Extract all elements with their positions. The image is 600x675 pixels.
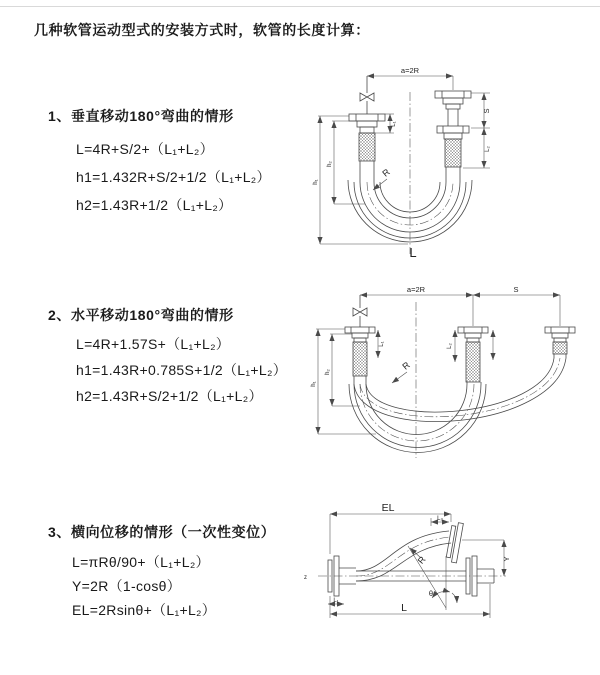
section-2-formula-L: L=4R+1.57S+（L₁+L₂） xyxy=(76,336,231,352)
page-title: 几种软管运动型式的安装方式时，软管的长度计算： xyxy=(34,22,370,38)
dim-label-l2: L₂ xyxy=(485,146,491,152)
dimensions-3 xyxy=(328,502,511,618)
valve-icon xyxy=(360,76,374,114)
flange-left xyxy=(349,114,385,133)
radius-label: R xyxy=(415,554,428,566)
diagram-lateral-displacement xyxy=(300,496,600,670)
valve-icon xyxy=(353,295,367,327)
dim-label-s: S xyxy=(513,285,519,294)
hose-assembly-2 xyxy=(345,295,575,458)
section-3-formula-L: L=πRθ/90+（L₁+L₂） xyxy=(72,554,210,570)
datum-mark: z xyxy=(304,575,307,581)
dimensions-2 xyxy=(311,285,560,434)
section-2-formula-h1: h1=1.43R+0.785S+1/2（L₁+L₂） xyxy=(76,362,287,378)
braided-section-middle xyxy=(466,342,480,382)
dim-label-h2: h₂ xyxy=(327,161,333,167)
section-2-heading: 2、水平移动180°弯曲的情形 xyxy=(48,307,234,323)
section-1-formula-h2: h2=1.43R+1/2（L₁+L₂） xyxy=(76,197,233,213)
section-3-formula-Y: Y=2R（1-cosθ） xyxy=(72,578,182,594)
angle-label: θ xyxy=(428,589,433,598)
diagram-vertical-180-bend xyxy=(310,64,590,260)
dim-label-l2: L₂ xyxy=(437,516,443,522)
dim-label-l2: L₂ xyxy=(447,343,453,349)
diagram-horizontal-180-bend xyxy=(308,282,600,466)
dim-label-h1: h₁ xyxy=(311,381,317,387)
dim-label-h1: h₁ xyxy=(313,179,319,185)
dim-label-a2r: a=2R xyxy=(400,66,420,75)
dim-label-a2r: a=2R xyxy=(406,285,426,294)
dim-label-s: S xyxy=(482,108,491,114)
dim-label-l1: L₁ xyxy=(391,121,397,127)
u-bend-arcs-shifted xyxy=(354,358,566,422)
braided-section-right xyxy=(553,342,567,354)
flange-right xyxy=(545,327,575,342)
section-1-formula-L: L=4R+S/2+（L₁+L₂） xyxy=(76,141,214,157)
length-label: L xyxy=(401,602,407,614)
section-3-formula-EL: EL=2Rsinθ+（L₁+L₂） xyxy=(72,602,217,618)
hose-assembly-3 xyxy=(304,522,506,596)
dim-label-h2: h₂ xyxy=(325,369,331,375)
section-1-heading: 1、垂直移动180°弯曲的情形 xyxy=(48,108,234,124)
page-top-rule xyxy=(0,6,600,7)
braided-section-left xyxy=(353,342,367,376)
dim-label-el: EL xyxy=(381,502,395,514)
dim-label-l1: L₁ xyxy=(379,341,385,347)
flange-right-upper xyxy=(446,522,464,563)
braided-section-left xyxy=(359,133,375,161)
section-3-heading: 3、横向位移的情形（一次性变位） xyxy=(48,524,276,540)
length-label: L xyxy=(409,245,417,260)
hose-assembly-1 xyxy=(348,76,472,254)
hose-displaced-position xyxy=(356,531,451,581)
u-bend-arcs-near xyxy=(349,384,486,453)
radius-label: R xyxy=(400,359,412,372)
braided-section-right xyxy=(445,139,461,167)
flange-middle xyxy=(458,327,488,342)
flange-right-lower xyxy=(437,126,469,139)
flange-right-upper xyxy=(435,91,471,109)
section-1-formula-h1: h1=1.432R+S/2+1/2（L₁+L₂） xyxy=(76,169,271,185)
section-2-formula-h2: h2=1.43R+S/2+1/2（L₁+L₂） xyxy=(76,388,263,404)
dim-label-y: Y xyxy=(502,556,511,562)
flange-left xyxy=(345,327,375,342)
dim-label-l1: L₁ xyxy=(333,598,339,604)
radius-label: R xyxy=(380,166,392,179)
